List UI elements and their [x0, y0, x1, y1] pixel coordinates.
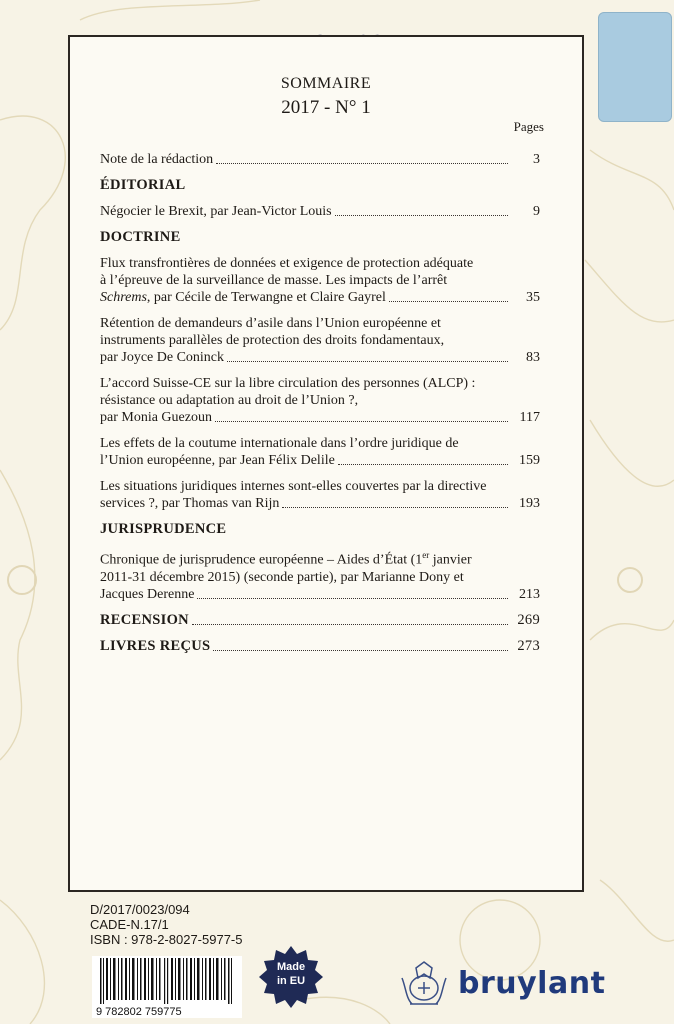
- toc-line: l’Union européenne, par Jean Félix Delile: [100, 453, 335, 468]
- toc-entry-doctrine-1: [100, 255, 540, 306]
- barcode-bars: [92, 956, 242, 1018]
- toc-entry-jurisprudence: [100, 547, 540, 603]
- toc-page-number: 193: [519, 496, 540, 511]
- toc-entry-doctrine-2: [100, 315, 540, 366]
- toc-page-number: 3: [533, 152, 540, 167]
- isbn: ISBN : 978-2-8027-5977-5: [90, 932, 243, 947]
- toc-line: Jacques Derenne: [100, 586, 195, 602]
- toc-page-number: 213: [519, 586, 540, 602]
- badge-line: in EU: [276, 975, 306, 987]
- contents-frame: [68, 35, 584, 892]
- toc-entry-doctrine-3: [100, 375, 540, 426]
- toc-line: Schrems, par Cécile de Terwangne et Claire Gayrel: [100, 290, 386, 305]
- toc-entry-note: [100, 151, 540, 168]
- depot-legal: D/2017/0023/094: [90, 902, 190, 917]
- cade-code: CADE-N.17/1: [90, 917, 169, 932]
- toc-entry-title: Note de la rédaction: [100, 152, 214, 167]
- section-heading-jurisprudence: JURISPRUDENCE: [100, 521, 227, 537]
- toc-entry-title: Négocier le Brexit, par Jean-Victor Louis: [100, 204, 332, 219]
- bruylant-crest-icon: [396, 958, 452, 1008]
- made-in-eu-text: [258, 960, 324, 988]
- toc-page-number: 35: [526, 290, 540, 305]
- toc-page-number: 159: [519, 453, 540, 468]
- toc-line: à l’épreuve de la surveillance de masse. Les impacts de l’arrêt: [100, 273, 448, 288]
- toc-line: instruments parallèles de protection des droits fondamentaux,: [100, 333, 445, 348]
- toc-entry-title: LIVRES REÇUS: [100, 637, 211, 654]
- toc-line: Les situations juridiques internes sont-elles couvertes par la directive: [100, 479, 487, 494]
- legal-deposit-info: [90, 902, 242, 947]
- toc-line: par Monia Guezoun: [100, 410, 212, 425]
- barcode-digits: 9 782802 759775: [96, 1006, 182, 1018]
- toc-line: Rétention de demandeurs d’asile dans l’Union européenne et: [100, 316, 441, 331]
- toc-line: services ?, par Thomas van Rijn: [100, 496, 280, 511]
- toc-entry-recension: [100, 612, 540, 629]
- toc-entry-doctrine-4: [100, 435, 540, 469]
- pages-column-label: Pages: [513, 119, 544, 134]
- toc-line: par Joyce De Coninck: [100, 350, 225, 365]
- toc-page-number: 83: [526, 350, 540, 365]
- blue-library-sticker: [598, 12, 672, 122]
- section-heading-editorial: ÉDITORIAL: [100, 177, 186, 193]
- badge-line: Made: [276, 961, 306, 973]
- sommaire-title: SOMMAIRE: [280, 75, 372, 92]
- issue-number: 2017 - N° 1: [281, 97, 371, 118]
- toc-entry-editorial: [100, 203, 540, 220]
- toc-entry-doctrine-5: [100, 478, 540, 512]
- toc-line: Chronique de jurisprudence européenne – Aides d’État (1er janvier: [100, 550, 472, 568]
- section-heading-doctrine: DOCTRINE: [100, 229, 181, 245]
- toc-line: Les effets de la coutume internationale dans l’ordre juridique de: [100, 436, 459, 451]
- toc-entry-title: RECENSION: [100, 611, 189, 628]
- toc-line: résistance ou adaptation au droit de l’Union ?,: [100, 393, 359, 408]
- publisher-logo-text: bruylant: [458, 966, 606, 1001]
- table-of-contents: [100, 151, 540, 664]
- toc-line: 2011-31 décembre 2015) (seconde partie), par Marianne Dony et: [100, 569, 464, 585]
- toc-line: Flux transfrontières de données et exigence de protection adéquate: [100, 256, 474, 271]
- toc-page-number: 117: [519, 410, 540, 425]
- toc-line: L’accord Suisse-CE sur la libre circulation des personnes (ALCP) :: [100, 376, 476, 391]
- toc-entry-livres-recus: [100, 638, 540, 655]
- toc-page-number: 9: [533, 204, 540, 219]
- toc-page-number: 273: [517, 637, 540, 654]
- toc-page-number: 269: [517, 611, 540, 628]
- isbn-barcode: [92, 956, 242, 1018]
